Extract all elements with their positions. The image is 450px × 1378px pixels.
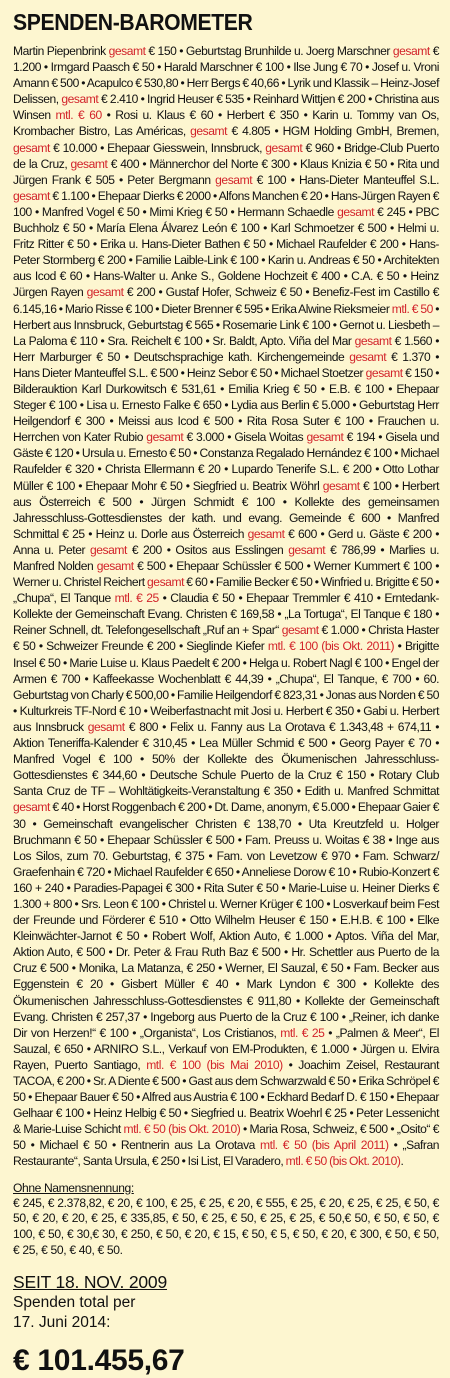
donation-text: € 100 • Herbert aus Österreich € 500 • Jürgen Schmidt € 100 • Kollekte des gemeinsamen Jahresschluss-Gottesdienstes der kath. und evang. Gemeinde € 600 • Manfred Schmittal € 25 • Heinz u. Dorle aus Österreich	[13, 478, 439, 541]
donation-highlight: gesamt	[281, 623, 319, 638]
page-title: SPENDEN-BAROMETER	[13, 9, 253, 35]
donation-highlight: mtl. € 100 (bis Okt. 2011)	[267, 639, 395, 654]
donation-text: € 150 • Bilderauktion Karl Durkowitsch € 531,61 • Emilia Krieg € 50 • E.B. € 100 • Ehepaar Steger € 100 • Lisa u. Ernesto Falke € 650 • Lydia aus Berlin € 5.000 • Geburtstag Herr Heilgendorf € 300 • Meissi aus Icod € 500 • Rita Rosa Suter € 100 • Frauchen u. Herrchen von Kater Rubio	[13, 365, 440, 445]
donation-text: € 1.000 • Christa Haster € 50 • Schweizer Freunde € 200 • Sieglinde Kiefer	[13, 623, 439, 654]
donation-highlight: gesamt	[306, 430, 344, 445]
donation-highlight: gesamt	[215, 172, 253, 187]
donation-text: € 800 • Felix u. Fanny aus La Orotava € 1.343,48 + 674,11 • Aktion Teneriffa-Kalender € 310,45 • Lea Müller Schmid € 500 • Georg Payer € 70 • Manfred Vogel € 100 • 50% der Kollekte des Ökumenischen Jahresschluss-Gottesdienstes € 344,60 • Deutsche Schule Puerto de la Cruz € 150 • Rotary Club Santa Cruz de TF – Wohltätigkeits-Veranstaltung € 350 • Edith u. Manfred Schmittat	[13, 719, 440, 799]
donation-highlight: mtl. € 50 (bis Okt. 2010)	[285, 1154, 401, 1169]
donation-highlight: gesamt	[265, 140, 303, 155]
donation-text: € 194 • Gisela und Gäste € 120 • Ursula u. Ernesto € 50 • Constanza Regalado Hernández € 100 • Michael Raufelder € 320 • Christa Ellermann € 20 • Lupardo Tenerife S.L. € 200 • Otto Lothar Müller € 100 • Ehepaar Mohr € 50 • Siegfried u. Beatrix Wöhrl	[13, 430, 439, 493]
donation-highlight: gesamt	[108, 44, 146, 58]
donation-highlight: gesamt	[13, 188, 50, 203]
total-label-line1: Spenden total per	[13, 1294, 136, 1312]
donation-highlight: gesamt	[322, 478, 360, 493]
donation-text: € 1.560 • Herr Marburger € 50 • Deutschsprachige kath. Kirchengemeinde	[13, 333, 439, 364]
since-date: SEIT 18. NOV. 2009	[13, 1272, 168, 1293]
donation-highlight: gesamt	[13, 140, 50, 155]
donation-highlight: mtl. € 50 (bis Okt. 2010)	[123, 1122, 241, 1137]
donation-highlight: mtl. € 100 (bis Mai 2010)	[146, 1057, 283, 1072]
donation-highlight: gesamt	[146, 430, 184, 445]
donation-text: • Claudia € 50 • Ehepaar Tremmler € 410 • Erntedank-Kollekte der Gemeinschaft Evang. Christen € 169,58 • „La Tortuga“, El Tanque € 180 • Reiner Schnell, dt. Telefongesellschaft „Ruf an + Spar“	[13, 591, 439, 638]
donation-text: € 10.000 • Ehepaar Giesswein, Innsbruck,	[49, 140, 266, 155]
donation-text: € 3.000 • Gisela Woitas	[183, 430, 307, 445]
donation-text: € 1.370 • Hans Dieter Manteuffel S.L. € 500 • Heinz Sebor € 50 • Michael Stoetzer	[13, 349, 439, 380]
donation-highlight: gesamt	[190, 124, 228, 139]
donation-highlight: gesamt	[354, 333, 392, 348]
donation-text: € 500 • Ehepaar Schüssler € 500 • Werner Kummert € 100 • Werner u. Christel Reichert	[13, 559, 440, 590]
donation-highlight: gesamt	[13, 800, 50, 815]
donation-highlight: mtl. € 50 (bis April 2011)	[260, 1138, 389, 1153]
donation-text: • Joachim Zeisel, Restaurant TACOA, € 200 • Sr. A Diente € 500 • Gast aus dem Schwarzwald € 50 • Erika Schröpel € 50 • Ehepaar Bauer € 50 • Alfred aus Austria € 100 • Eckhard Bedarf D. € 150 • Ehepaar Gelhaar € 100 • Heinz Helbig € 50 • Siegfried u. Beatrix Woehrl € 25 • Peter Lessenicht & Marie-Luise Schicht	[13, 1057, 439, 1137]
donation-text: € 150 • Geburtstag Brunhilde u. Joerg Marschner	[145, 44, 393, 58]
donation-text: € 600 • Gerd u. Gäste € 200 • Anna u. Peter	[13, 526, 439, 557]
donation-highlight: gesamt	[87, 719, 125, 734]
donation-text: € 1.100 • Ehepaar Dierks € 2000 • Alfons Manchen € 20 • Hans-Jürgen Rayen € 100 • Manfred Vogel € 50 • Mimi Krieg € 50 • Hermann Schaedle	[13, 188, 439, 219]
donation-text: € 40 • Horst Roggenbach € 200 • Dt. Dame, anonym, € 5.000 • Ehepaar Gaier € 30 • Gemeinschaft evangelischer Christen € 138,70 • Uta Kreutzfeld u. Holger Bruchmann € 50 • Ehepaar Schüssler € 500 • Fam. Preuss u. Woitas € 38 • Inge aus Los Silos, zum 70. Geburtstag, € 375 • Fam. von Levetzow € 970 • Fam. Schwarz/ Graefenhain € 720 • Michael Raufelder € 650 • Anneliese Dorow € 10 • Rubio-Konzert € 160 + 240 • Paradies-Papagei € 300 • Rita Suter € 50 • Marie-Luise u. Heiner Dierks € 1.300 + 800 • Srs. Leon € 100 • Christel u. Werner Krüger € 100 • Losverkauf beim Fest der Freunde und Förderer € 510 • Otto Wilhelm Heuser € 150 • E.H.B. € 100 • Elke Kleinwächter-Jarnot € 50 • Robert Wolf, Aktion Auto, € 1.000 • Aptos. Viña del Mar, Aktion Auto, € 500 • Dr. Peter & Frau Ruth Baz € 500 • Hr. Schettler aus Puerto de la Cruz € 500 • Monika, La Matanza, € 250 • Werner, El Sauzal, € 50 • Fam. Becker aus Eggenstein € 20 • Gisbert Müller € 40 • Mark Lyndon € 300 • Kollekte des Ökumenischen Jahresschluss-Gottesdienstes € 911,80 • Kollekte der Gemeinschaft Evang. Christen € 257,37 • Ingeborg aus Puerto de la Cruz € 100 • „Reiner, ich danke Dir von Herzen!“ € 100 • „Organista“, Los Cristianos,	[13, 800, 439, 1040]
donation-text: € 786,99 • Marlies u. Manfred Nolden	[13, 542, 439, 573]
donation-highlight: gesamt	[89, 542, 127, 557]
donation-text: • „Palmen & Meer“, El Sauzal, € 650 • ARNIRO S.L., Verkauf von EM-Produkten, € 1.000 • Jürgen u. Elvira Rayen, Puerto Santiago,	[13, 1025, 439, 1072]
total-amount: € 101.455,67	[13, 1344, 185, 1378]
donation-text: € 245 • PBC Buchholz € 50 • María Elena Álvarez León € 100 • Karl Schmoetzer € 500 • Helmi u. Fritz Ritter € 50 • Erika u. Hans-Dieter Bathen € 50 • Michael Raufelder € 200 • Hans-Peter Stormberg € 200 • Familie Laible-Link € 100 • Karin u. Andreas € 50 • Architekten aus Icod € 60 • Hans-Walter u. Anke S., Goldene Hochzeit € 400 • C.A. € 50 • Heinz Jürgen Rayen	[13, 204, 439, 300]
donation-list	[13, 43, 439, 1170]
donation-highlight: gesamt	[247, 526, 285, 541]
donation-highlight: gesamt	[86, 285, 124, 300]
donation-highlight: gesamt	[288, 542, 326, 557]
anonymous-amounts: € 245, € 2.378,82, € 20, € 100, € 25, € 25, € 20, € 555, € 25, € 20, € 25, € 25, € 50, € 50, € 20, € 20, € 25, € 335,85, € 50, € 25, € 50, € 25, € 25, € 50,€ 50, € 50, € 50, € 100, € 50, € 30,€ 30, € 250, € 50, € 20, € 15, € 50, € 5, € 50, € 20, € 300, € 50, € 50, € 25, € 50, € 40, € 50.	[13, 1195, 439, 1257]
donation-text: • Maria Rosa, Schweiz, € 500 • „Osito“ € 50 • Michael € 50 • Rentnerin aus La Orotava	[13, 1122, 439, 1153]
donation-text: .	[400, 1154, 404, 1169]
donation-text: Martin Piepenbrink	[13, 44, 109, 58]
donation-highlight: mtl. € 25	[114, 591, 159, 606]
donation-text: € 400 • Männerchor del Norte € 300 • Klaus Knizia € 50 • Rita und Jürgen Frank € 505 • Peter Bergmann	[13, 156, 439, 187]
donation-highlight: gesamt	[337, 204, 375, 219]
donation-highlight: gesamt	[61, 92, 99, 107]
donation-highlight: gesamt	[392, 44, 430, 58]
donation-highlight: gesamt	[70, 156, 108, 171]
donation-text: € 1.200 • Irmgard Paasch € 50 • Harald Marschner € 100 • Ilse Jung € 70 • Josef u. Vroni Amann € 500 • Acapulco € 530,80 • Herr Bergs € 40,66 • Lyrik und Klassik – Heinz-Josef Delissen,	[13, 44, 439, 107]
donation-highlight: mtl. € 25	[280, 1025, 325, 1040]
donation-text: • Brigitte Insel € 50 • Marie Luise u. Klaus Paedelt € 200 • Helga u. Robert Nagl € 100 • Engel der Armen € 700 • Kaffeekasse Wochenblatt € 44,39 • „Chupa“, El Tanque, € 700 • 60. Geburtstag von Charly € 500,00 • Familie Heilgendorf € 823,31 • Jonas aus Norden € 50 • Kulturkreis TF-Nord € 10 • Weiberfastnacht mit Josi u. Herbert € 350 • Gabi u. Herbert aus Innsbruck	[13, 639, 439, 734]
donation-text: € 60 • Familie Becker € 50 • Winfried u. Brigitte € 50 • „Chupa“, El Tanque	[13, 575, 440, 606]
donation-text: € 2.410 • Ingrid Heuser € 535 • Reinhard Wittjen € 200 • Christina aus Winsen	[13, 92, 440, 123]
donation-highlight: mtl. € 50	[391, 301, 433, 316]
donation-highlight: gesamt	[349, 349, 387, 364]
donation-text: € 960 • Bridge-Club Puerto de la Cruz,	[13, 140, 439, 171]
donation-highlight: gesamt	[365, 365, 403, 380]
donation-highlight: mtl. € 60	[55, 108, 102, 123]
anonymous-heading: Ohne Namensnennung:	[13, 1180, 134, 1195]
total-label-line2: 17. Juni 2014:	[13, 1314, 111, 1332]
donation-text: € 100 • Hans-Dieter Manteuffel S.L.	[252, 172, 439, 187]
donation-text: • Rosi u. Klaus € 60 • Herbert € 350 • Karin u. Tommy van Os, Krombacher Bistro, Las Américas,	[13, 108, 439, 139]
donation-text: • „Safran Restaurante“, Santa Ursula, € 250 • Isi List, El Varadero,	[13, 1138, 440, 1169]
donation-text: € 200 • Gustaf Hofer, Schweiz € 50 • Benefiz-Fest im Castillo € 6.145,16 • Mario Risse € 100 • Dieter Brenner € 595 • Erika Alwine Rieksmeier	[13, 285, 439, 316]
donation-highlight: gesamt	[147, 575, 184, 590]
donation-highlight: gesamt	[96, 559, 134, 573]
donation-text: € 200 • Ositos aus Esslingen	[126, 542, 289, 557]
donation-text: € 4.805 • HGM Holding GmbH, Bremen,	[227, 124, 439, 139]
donation-text: • Herbert aus Innsbruck, Geburtstag € 565 • Rosemarie Link € 100 • Gernot u. Liesbeth – La Paloma € 110 • Sra. Reichelt € 100 • Sr. Baldt, Apto. Viña del Mar	[13, 301, 439, 348]
